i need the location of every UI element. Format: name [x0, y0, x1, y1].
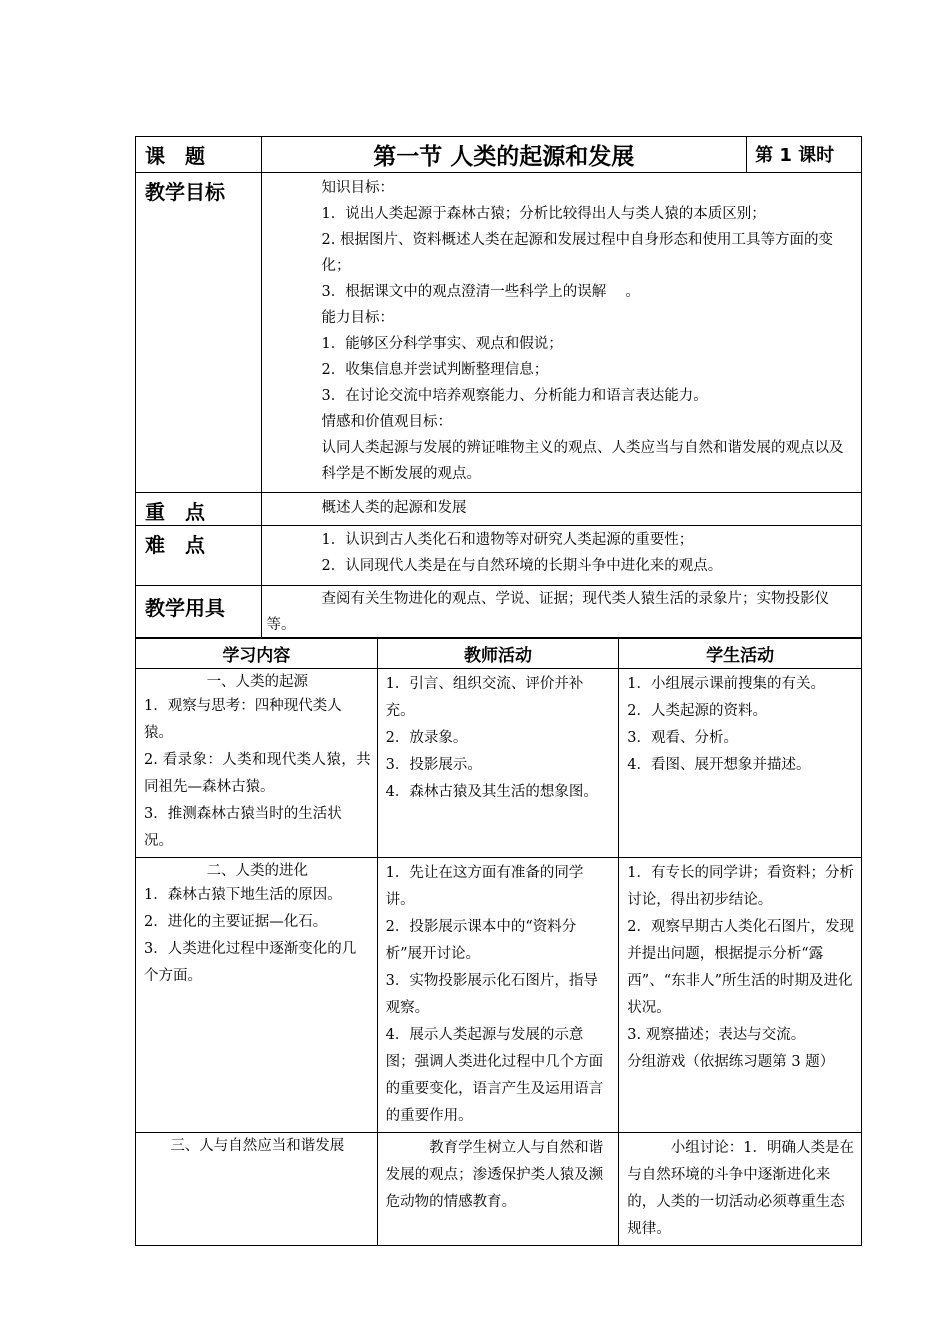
topic-label: 课 题: [136, 137, 262, 173]
header-content: 学习内容: [136, 638, 378, 669]
knowledge-item-1: 1．说出人类起源于森林古猿；分析比较得出人与类人猿的本质区别；: [321, 206, 766, 222]
origin-teacher-item: 2．放录象。: [385, 730, 468, 746]
evolution-student-item: 3. 观察描述；表达与交流。: [627, 1027, 806, 1043]
evolution-student-item: 1．有专长的同学讲；看资料；分析讨论，得出初步结论。: [627, 865, 855, 908]
origin-content: [136, 669, 378, 858]
evolution-teacher-item: 1．先让在这方面有准备的同学讲。: [385, 865, 584, 908]
activity-row-evolution: [136, 858, 862, 1133]
evolution-student-item: 2．观察早期古人类化石图片，发现并提出问题，根据提示分析“露西”、“东非人”所生活的时期及进化状况。: [627, 919, 855, 1016]
knowledge-heading: 知识目标：: [321, 180, 395, 196]
knowledge-item-2: 2. 根据图片、资料概述人类在起源和发展过程中自身形态和使用工具等方面的变化；: [321, 232, 833, 274]
evolution-content: [136, 858, 378, 1133]
harmony-content: [136, 1133, 378, 1246]
key-points-content: [261, 493, 861, 526]
difficulties-content: [261, 526, 861, 586]
origin-content-item: 2. 看录象：人类和现代类人猿，共同祖先—森林古猿。: [144, 752, 371, 795]
evolution-teacher: [377, 858, 619, 1133]
origin-content-item: 1．观察与思考：四种现代类人猿。: [144, 698, 342, 741]
key-points-row: [136, 493, 862, 526]
emotion-text: 认同人类起源与发展的辨证唯物主义的观点、人类应当与自然和谐发展的观点以及科学是不断发展的观点。: [321, 440, 844, 482]
activity-header-row: [136, 638, 862, 669]
objectives-row: [136, 173, 862, 493]
tools-text: 查阅有关生物进化的观点、学说、证据；现代类人猿生活的录象片；实物投影仪等。: [261, 586, 861, 639]
origin-content-item: 3．推测森林古猿当时的生活状况。: [144, 806, 342, 849]
harmony-title: 三、人与自然应当和谐发展: [170, 1138, 345, 1154]
emotion-heading: 情感和价值观目标：: [321, 414, 453, 430]
origin-teacher-item: 1．引言、组织交流、评价并补充。: [385, 676, 584, 719]
difficulties-row: [136, 526, 862, 586]
difficulty-item-2: 2．认同现代人类是在与自然环境的长期斗争中进化来的观点。: [321, 558, 723, 574]
ability-item-3: 3．在讨论交流中培养观察能力、分析能力和语言表达能力。: [321, 388, 708, 404]
origin-teacher-item: 3．投影展示。: [385, 757, 482, 773]
harmony-teacher: [377, 1133, 619, 1246]
ability-item-1: 1．能够区分科学事实、观点和假说；: [321, 336, 563, 352]
lesson-info-table: [135, 136, 862, 639]
evolution-student-item: 分组游戏（依据练习题第 3 题）: [627, 1054, 835, 1070]
tools-label: 教学用具: [136, 586, 262, 639]
objectives-content: [261, 173, 861, 493]
ability-item-2: 2．收集信息并尝试判断整理信息；: [321, 362, 549, 378]
origin-student-item: 4．看图、展开想象并描述。: [627, 757, 811, 773]
key-points-text: 概述人类的起源和发展: [321, 500, 467, 516]
harmony-student: [619, 1133, 862, 1246]
activity-row-harmony: [136, 1133, 862, 1246]
evolution-student: [619, 858, 862, 1133]
key-points-label: 重 点: [136, 493, 262, 526]
objectives-label: 教学目标: [136, 173, 262, 493]
evolution-content-item: 1．森林古猿下地生活的原因。: [144, 887, 342, 903]
activity-table: [135, 637, 862, 1246]
origin-student-item: 1．小组展示课前搜集的有关。: [627, 676, 826, 692]
activity-row-origin: [136, 669, 862, 858]
topic-row: [136, 137, 862, 173]
ability-heading: 能力目标：: [321, 310, 395, 326]
difficulty-item-1: 1．认识到古人类化石和遗物等对研究人类起源的重要性；: [321, 532, 694, 548]
harmony-student-text: 小组讨论：1．明确人类是在与自然环境的斗争中逐渐进化来的，人类的一切活动必须尊重生态规律。: [627, 1140, 855, 1237]
header-teacher: 教师活动: [377, 638, 619, 669]
origin-student: [619, 669, 862, 858]
lesson-title: 第一节 人类的起源和发展: [261, 137, 747, 173]
origin-teacher: [377, 669, 619, 858]
header-student: 学生活动: [619, 638, 862, 669]
origin-title: 一、人类的起源: [206, 674, 309, 690]
evolution-teacher-item: 2．投影展示课本中的“资料分析”展开讨论。: [385, 919, 577, 962]
origin-student-item: 2．人类起源的资料。: [627, 703, 768, 719]
difficulties-label: 难 点: [136, 526, 262, 586]
evolution-content-item: 2．进化的主要证据—化石。: [144, 914, 328, 930]
tools-row: [136, 586, 862, 639]
origin-student-item: 3．观看、分析。: [627, 730, 739, 746]
origin-teacher-item: 4．森林古猿及其生活的想象图。: [385, 784, 598, 800]
harmony-teacher-text: 教育学生树立人与自然和谐发展的观点；渗透保护类人猿及濒危动物的情感教育。: [385, 1140, 604, 1210]
lesson-period: 第 1 课时: [747, 137, 862, 173]
evolution-teacher-item: 3．实物投影展示化石图片，指导观察。: [385, 973, 598, 1016]
evolution-content-item: 3．人类进化过程中逐渐变化的几个方面。: [144, 941, 357, 984]
knowledge-item-3: 3．根据课文中的观点澄清一些科学上的误解 。: [321, 284, 640, 300]
evolution-teacher-item: 4．展示人类起源与发展的示意图；强调人类进化过程中几个方面的重要变化，语言产生及运用语言的重要作用。: [385, 1027, 604, 1124]
evolution-title: 二、人类的进化: [206, 863, 309, 879]
